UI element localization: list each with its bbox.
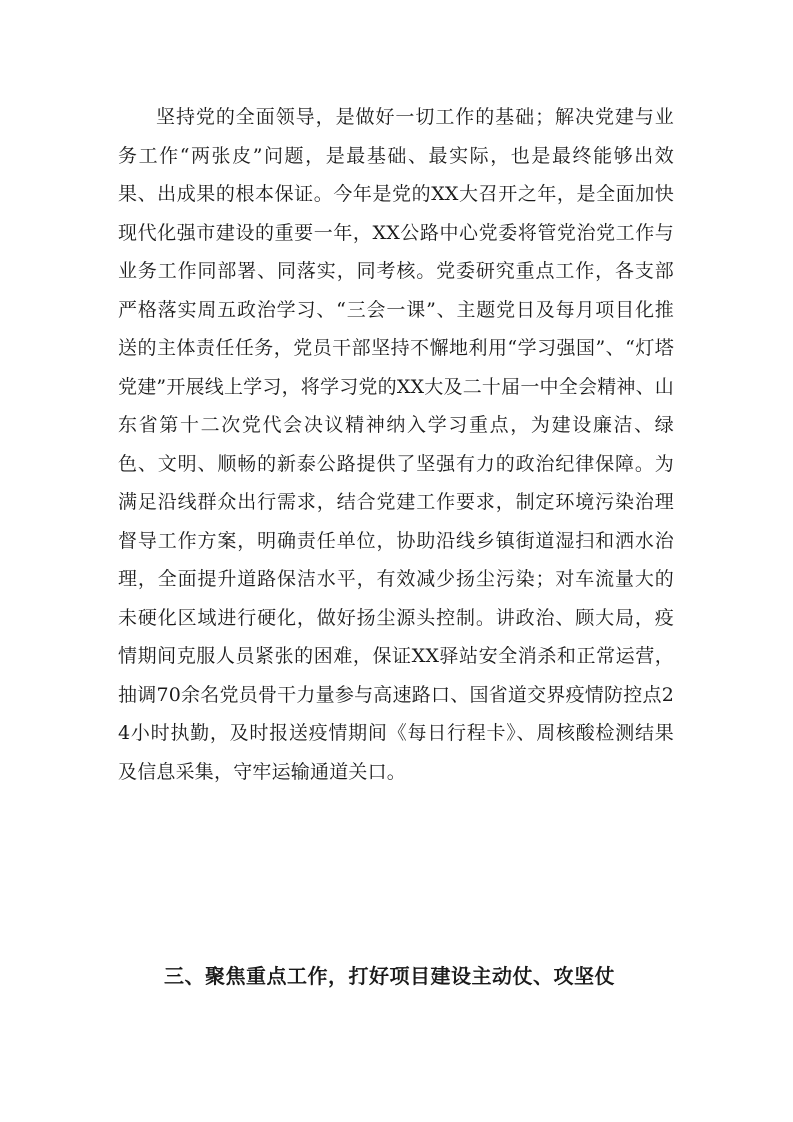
- section-heading: 三、聚焦重点工作，打好项目建设主动仗、攻坚仗: [164, 964, 615, 988]
- body-paragraph: 坚持党的全面领导，是做好一切工作的基础；解决党建与业务工作“两张皮”问题，是最基础、最实际，也是最终能够出效果、出成果的根本保证。今年是党的XX大召开之年，是全面加快现代化强市建设的重要一年，XX公路中心党委将管党治党工作与业务工作同部署、同落实，同考核。党委研究重点工作，各支部严格落实周五政治学习、“三会一课”、主题党日及每月项目化推送的主体责任任务，党员干部坚持不懈地利用“学习强国”、“灯塔党建”开展线上学习，将学习党的XX大及二十届一中全会精神、山东省第十二次党代会决议精神纳入学习重点，为建设廉洁、绿色、文明、顺畅的新泰公路提供了坚强有力的政治纪律保障。为满足沿线群众出行需求，结合党建工作要求，制定环境污染治理督导工作方案，明确责任单位，协助沿线乡镇街道湿扫和洒水治理，全面提升道路保洁水平，有效减少扬尘污染；对车流量大的未硬化区域进行硬化，做好扬尘源头控制。讲政治、顾大局，疫情期间克服人员紧张的困难，保证XX驿站安全消杀和正常运营，抽调70余名党员骨干力量参与高速路口、国省道交界疫情防控点24小时执勤，及时报送疫情期间《每日行程卡》、周核酸检测结果及信息采集，守牢运输通道关口。: [118, 106, 674, 783]
